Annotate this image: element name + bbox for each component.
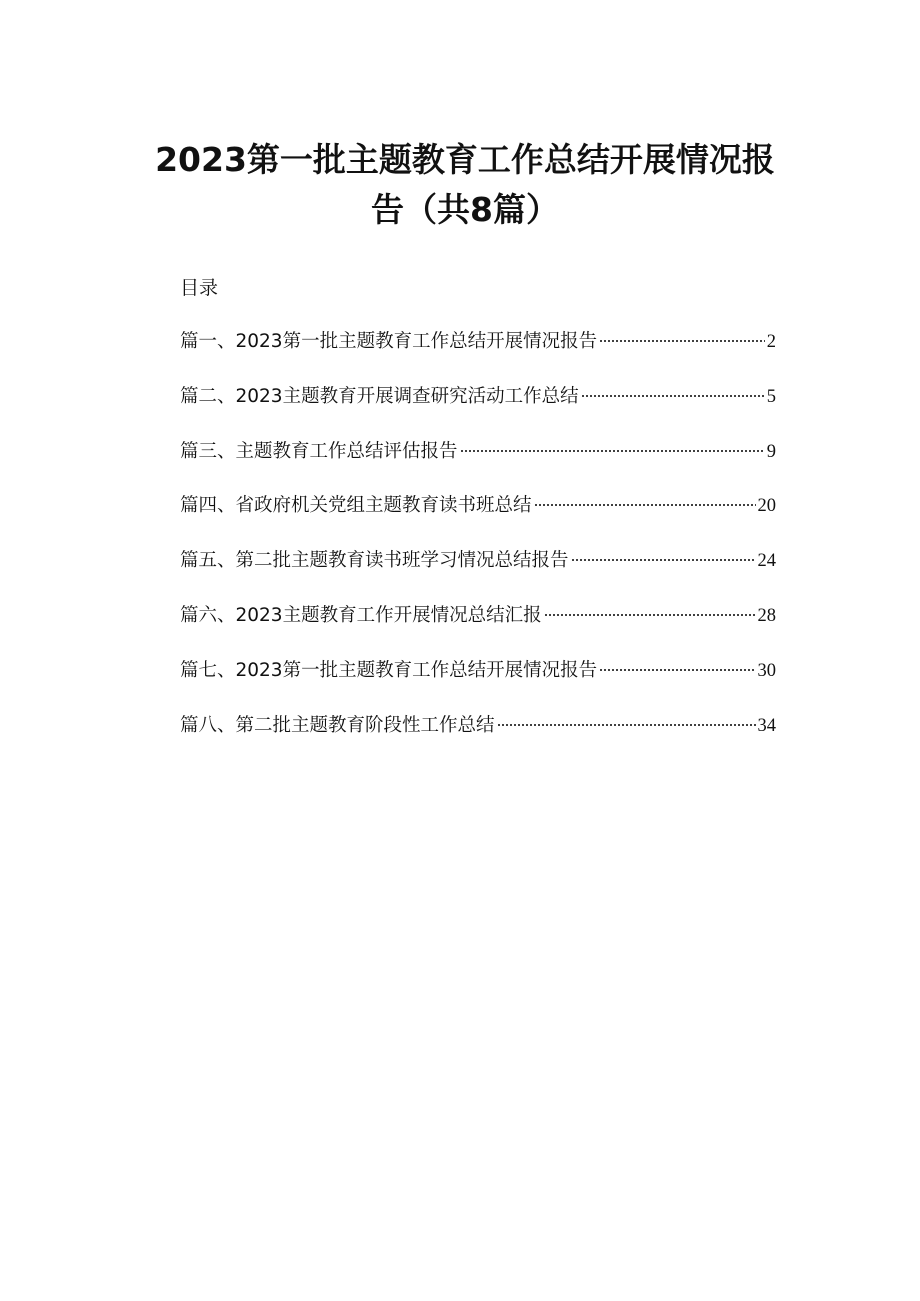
toc-entry-3[interactable] (180, 439, 776, 494)
toc-entry-8[interactable] (180, 713, 776, 768)
toc-entry-label: 篇六、2023主题教育工作开展情况总结汇报 (180, 604, 542, 626)
toc-entry-2[interactable] (180, 384, 776, 439)
toc-entry-4[interactable] (180, 493, 776, 548)
toc-entry-label: 篇八、第二批主题教育阶段性工作总结 (180, 714, 495, 736)
toc-leader-dots (599, 339, 765, 343)
toc-entry-page: 2 (766, 332, 776, 352)
toc-entry-page: 30 (757, 660, 776, 681)
toc-entry-page: 9 (766, 441, 776, 462)
toc-entry-label: 篇三、主题教育工作总结评估报告 (180, 440, 458, 462)
toc-leader-dots (534, 503, 756, 507)
toc-leader-dots (571, 558, 756, 562)
document-title-line-2: 告（共8篇） (371, 190, 559, 229)
toc-entry-label: 篇四、省政府机关党组主题教育读书班总结 (180, 495, 532, 517)
toc-leader-dots (544, 613, 756, 617)
table-of-contents (180, 329, 776, 767)
toc-entry-label: 篇五、第二批主题教育读书班学习情况总结报告 (180, 550, 569, 572)
toc-heading: 目录 (180, 277, 219, 299)
toc-entry-page: 5 (766, 386, 776, 407)
document-title-line-1: 2023第一批主题教育工作总结开展情况报 (155, 140, 775, 179)
toc-entry-page: 20 (757, 496, 776, 517)
toc-entry-label: 篇一、2023第一批主题教育工作总结开展情况报告 (180, 331, 598, 352)
toc-leader-dots (599, 668, 755, 672)
toc-entry-label: 篇二、2023主题教育开展调查研究活动工作总结 (180, 385, 579, 407)
toc-entry-7[interactable] (180, 658, 776, 713)
toc-entry-page: 28 (757, 605, 776, 626)
toc-leader-dots (460, 449, 765, 453)
toc-entry-6[interactable] (180, 603, 776, 658)
toc-entry-label: 篇七、2023第一批主题教育工作总结开展情况报告 (180, 659, 598, 681)
toc-leader-dots (497, 723, 756, 727)
toc-entry-page: 34 (757, 715, 776, 736)
toc-entry-5[interactable] (180, 548, 776, 603)
toc-entry-1[interactable] (180, 329, 776, 384)
toc-entry-page: 24 (757, 551, 776, 572)
toc-leader-dots (581, 394, 765, 398)
